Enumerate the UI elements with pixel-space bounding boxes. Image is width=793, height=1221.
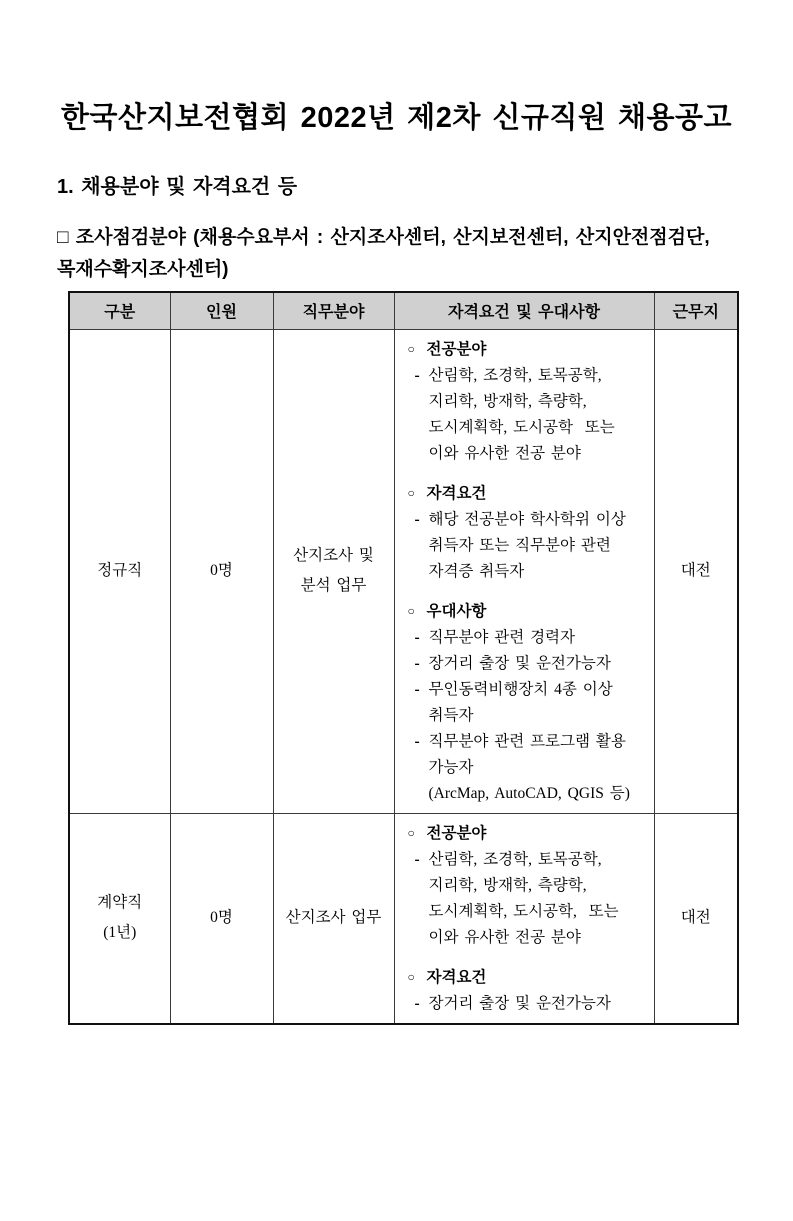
category-text: 정규직 (97, 562, 143, 579)
qualification-item-continuation (405, 925, 644, 951)
qualification-item-text: 자격증 취득자 (428, 562, 525, 580)
category-text-line2: (1년) (103, 924, 137, 941)
qualification-item-text: 직무분야 관련 프로그램 활용 (428, 732, 626, 750)
location-text: 대전 (680, 562, 711, 579)
qualification-item-text: 장거리 출장 및 운전가능자 (428, 994, 611, 1012)
cell-location (654, 813, 738, 1024)
qualification-item-text: 이와 유사한 전공 분야 (428, 444, 581, 462)
circle-bullet-icon: ○ (407, 969, 415, 984)
qualification-item-text: 지리학, 방재학, 측량학, (428, 876, 587, 894)
qualification-section-heading (405, 820, 644, 847)
qualification-item (405, 651, 644, 677)
qualification-item-text: 산림학, 조경학, 토목공학, (428, 850, 602, 868)
qualification-item (405, 991, 644, 1017)
cell-duty (273, 329, 394, 813)
document-page (0, 100, 793, 1221)
dash-bullet-icon: - (414, 628, 420, 646)
duty-text-line2: 분석 업무 (300, 577, 367, 594)
cell-category (69, 329, 170, 813)
section-heading: 1. 채용분야 및 자격요건 등 (57, 176, 298, 198)
qualification-item-text: (ArcMap, AutoCAD, QGIS 등) (428, 784, 630, 802)
circle-bullet-icon: ○ (407, 825, 415, 840)
header-cell-location: 근무지 (654, 292, 738, 329)
duty-text-line1: 산지조사 및 (293, 547, 374, 564)
duty-text-line1: 산지조사 업무 (285, 909, 382, 926)
qualification-item-text: 취득자 (428, 706, 474, 724)
qualification-section (405, 964, 644, 1017)
subsection-heading (57, 222, 743, 286)
dash-bullet-icon: - (414, 994, 420, 1012)
qualification-item-continuation (405, 781, 644, 807)
recruitment-table (68, 291, 739, 1025)
qualification-item-text: 도시계획학, 도시공학, 또는 (428, 902, 619, 920)
cell-location (654, 329, 738, 813)
page-title: 한국산지보전협회 2022년 제2차 신규직원 채용공고 (60, 102, 733, 134)
qualification-item-continuation (405, 415, 644, 441)
qualification-item (405, 507, 644, 533)
dash-bullet-icon: - (414, 850, 420, 868)
table-row-regular (69, 329, 738, 813)
qualification-section (405, 480, 644, 585)
qualification-section-title: 전공분야 (426, 340, 487, 358)
qualification-item-continuation (405, 389, 644, 415)
qualification-section-heading (405, 480, 644, 507)
subsection-heading-line2: 목재수확지조사센터) (57, 259, 229, 280)
headcount-text: 0명 (210, 562, 233, 579)
qualification-section (405, 336, 644, 467)
qualification-item-text: 이와 유사한 전공 분야 (428, 928, 581, 946)
qualification-item (405, 363, 644, 389)
qualification-section (405, 598, 644, 807)
qualification-section-heading (405, 964, 644, 991)
qualification-item (405, 729, 644, 755)
cell-headcount (170, 813, 273, 1024)
header-cell-headcount: 인원 (170, 292, 273, 329)
cell-qualifications (394, 329, 654, 813)
cell-headcount (170, 329, 273, 813)
category-text-line1: 계약직 (97, 894, 143, 911)
qualification-item-continuation (405, 899, 644, 925)
cell-duty (273, 813, 394, 1024)
qualification-item-text: 해당 전공분야 학사학위 이상 (428, 510, 626, 528)
qualification-section-title: 자격요건 (426, 484, 487, 502)
qualification-item (405, 677, 644, 703)
qualification-section-heading (405, 336, 644, 363)
location-text: 대전 (680, 909, 711, 926)
qualification-item-text: 장거리 출장 및 운전가능자 (428, 654, 611, 672)
qualification-item-text: 무인동력비행장치 4종 이상 (428, 680, 613, 698)
qualification-item-continuation (405, 703, 644, 729)
qualification-item-text: 취득자 또는 직무분야 관련 (428, 536, 611, 554)
qualification-item-text: 직무분야 관련 경력자 (428, 628, 576, 646)
qualification-item-continuation (405, 873, 644, 899)
qualification-item-continuation (405, 533, 644, 559)
header-cell-category: 구분 (69, 292, 170, 329)
qualification-item-text: 가능자 (428, 758, 474, 776)
circle-bullet-icon: ○ (407, 603, 415, 618)
qualification-item-text: 산림학, 조경학, 토목공학, (428, 366, 602, 384)
cell-category (69, 813, 170, 1024)
qualification-item-continuation (405, 441, 644, 467)
qualification-item (405, 847, 644, 873)
qualification-section-heading (405, 598, 644, 625)
qualification-section-title: 우대사항 (426, 602, 487, 620)
circle-bullet-icon: ○ (407, 341, 415, 356)
qualification-item-text: 지리학, 방재학, 측량학, (428, 392, 587, 410)
subsection-heading-line1: □ 조사점검분야 (채용수요부서 : 산지조사센터, 산지보전센터, 산지안전점검단, (57, 227, 710, 248)
circle-bullet-icon: ○ (407, 485, 415, 500)
table-header-row (69, 292, 738, 329)
dash-bullet-icon: - (414, 366, 420, 384)
cell-qualifications (394, 813, 654, 1024)
qualification-item-continuation (405, 755, 644, 781)
table-row-contract (69, 813, 738, 1024)
qualification-item-text: 도시계획학, 도시공학 또는 (428, 418, 615, 436)
qualification-section-title: 전공분야 (426, 824, 487, 842)
qualification-section-title: 자격요건 (426, 968, 487, 986)
headcount-text: 0명 (210, 909, 233, 926)
dash-bullet-icon: - (414, 680, 420, 698)
dash-bullet-icon: - (414, 510, 420, 528)
header-cell-duty: 직무분야 (273, 292, 394, 329)
dash-bullet-icon: - (414, 732, 420, 750)
qualification-section (405, 820, 644, 951)
qualification-item (405, 625, 644, 651)
qualification-item-continuation (405, 559, 644, 585)
dash-bullet-icon: - (414, 654, 420, 672)
header-cell-qualifications: 자격요건 및 우대사항 (394, 292, 654, 329)
